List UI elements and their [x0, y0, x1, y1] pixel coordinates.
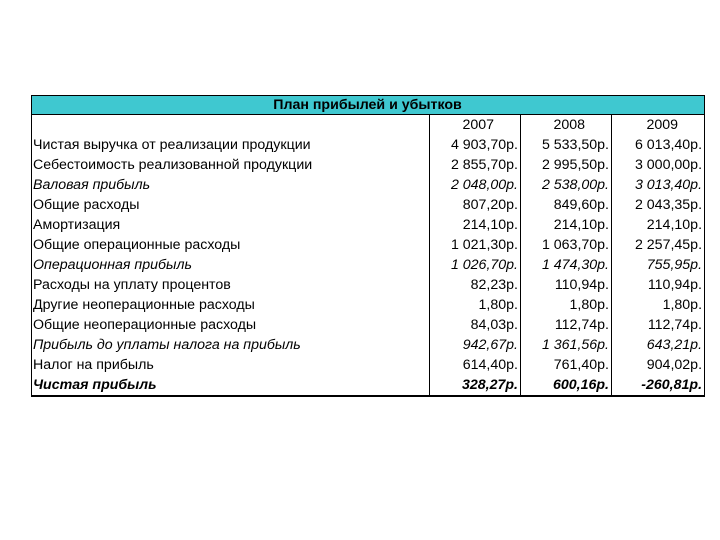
value-cell-2007: 2 855,70р. — [430, 155, 521, 175]
profit-loss-table — [31, 95, 705, 397]
value-cell-2008: 2 538,00р. — [521, 175, 612, 195]
value-cell-2007: 1 021,30р. — [430, 235, 521, 255]
row-label: Другие неоперационные расходы — [32, 295, 430, 315]
value-cell-2009: 1,80р. — [612, 295, 705, 315]
value-cell-2009: -260,81р. — [612, 375, 705, 396]
value-cell-2007: 942,67р. — [430, 335, 521, 355]
value-cell-2008: 1 474,30р. — [521, 255, 612, 275]
value-cell-2009: 643,21р. — [612, 335, 705, 355]
value-cell-2008: 5 533,50р. — [521, 135, 612, 155]
row-label: Чистая выручка от реализации продукции — [32, 135, 430, 155]
table-row — [32, 155, 705, 175]
value-cell-2007: 328,27р. — [430, 375, 521, 396]
value-cell-2008: 112,74р. — [521, 315, 612, 335]
value-cell-2008: 849,60р. — [521, 195, 612, 215]
value-cell-2007: 4 903,70р. — [430, 135, 521, 155]
value-cell-2009: 904,02р. — [612, 355, 705, 375]
value-cell-2009: 6 013,40р. — [612, 135, 705, 155]
row-label: Налог на прибыль — [32, 355, 430, 375]
row-label: Чистая прибыль — [32, 375, 430, 396]
value-cell-2007: 214,10р. — [430, 215, 521, 235]
value-cell-2009: 755,95р. — [612, 255, 705, 275]
table-row — [32, 175, 705, 195]
value-cell-2008: 1 063,70р. — [521, 235, 612, 255]
value-cell-2007: 807,20р. — [430, 195, 521, 215]
row-label: Общие расходы — [32, 195, 430, 215]
row-label: Операционная прибыль — [32, 255, 430, 275]
value-cell-2009: 214,10р. — [612, 215, 705, 235]
table-row — [32, 315, 705, 335]
value-cell-2009: 2 257,45р. — [612, 235, 705, 255]
table-title-row — [32, 96, 705, 115]
value-cell-2008: 110,94р. — [521, 275, 612, 295]
value-cell-2009: 2 043,35р. — [612, 195, 705, 215]
year-2009: 2009 — [612, 115, 705, 136]
table-title: План прибылей и убытков — [32, 96, 705, 115]
row-label: Амортизация — [32, 215, 430, 235]
year-2007: 2007 — [430, 115, 521, 136]
value-cell-2008: 1,80р. — [521, 295, 612, 315]
row-label: Расходы на уплату процентов — [32, 275, 430, 295]
row-label: Прибыль до уплаты налога на прибыль — [32, 335, 430, 355]
value-cell-2009: 112,74р. — [612, 315, 705, 335]
year-header-blank — [32, 115, 430, 136]
value-cell-2007: 2 048,00р. — [430, 175, 521, 195]
table-row — [32, 215, 705, 235]
row-label: Общие неоперационные расходы — [32, 315, 430, 335]
table-row — [32, 195, 705, 215]
table-row — [32, 355, 705, 375]
year-2008: 2008 — [521, 115, 612, 136]
value-cell-2008: 214,10р. — [521, 215, 612, 235]
table-body — [32, 135, 705, 396]
table-row — [32, 275, 705, 295]
value-cell-2008: 600,16р. — [521, 375, 612, 396]
value-cell-2009: 110,94р. — [612, 275, 705, 295]
year-header-row — [32, 115, 705, 136]
value-cell-2009: 3 013,40р. — [612, 175, 705, 195]
value-cell-2008: 761,40р. — [521, 355, 612, 375]
table-row — [32, 295, 705, 315]
value-cell-2007: 1,80р. — [430, 295, 521, 315]
row-label: Общие операционные расходы — [32, 235, 430, 255]
table-row — [32, 135, 705, 155]
table-row — [32, 235, 705, 255]
value-cell-2009: 3 000,00р. — [612, 155, 705, 175]
table-row — [32, 375, 705, 396]
table-row — [32, 335, 705, 355]
row-label: Валовая прибыль — [32, 175, 430, 195]
value-cell-2007: 82,23р. — [430, 275, 521, 295]
value-cell-2008: 2 995,50р. — [521, 155, 612, 175]
row-label: Себестоимость реализованной продукции — [32, 155, 430, 175]
value-cell-2007: 84,03р. — [430, 315, 521, 335]
value-cell-2007: 614,40р. — [430, 355, 521, 375]
value-cell-2007: 1 026,70р. — [430, 255, 521, 275]
table-row — [32, 255, 705, 275]
profit-loss-sheet — [31, 95, 704, 397]
value-cell-2008: 1 361,56р. — [521, 335, 612, 355]
